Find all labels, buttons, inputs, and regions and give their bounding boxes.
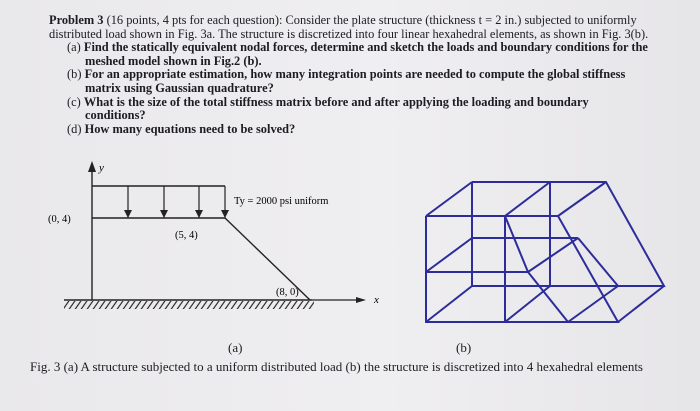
ground-hatching (64, 301, 314, 309)
point-8-0-label: (8, 0) (276, 287, 299, 298)
mesh-edge-tl (426, 182, 472, 216)
mesh-mid-top (505, 182, 550, 216)
problem-heading: Problem 3 (49, 13, 104, 27)
load-label: Ty = 2000 psi uniform (234, 196, 329, 207)
question-a (49, 41, 649, 68)
point-0-4-label: (0, 4) (48, 214, 71, 225)
problem-intro-text: (16 points, 4 pts for each question): Consider the plate structure (thickness t = 2 in.) subjected to uniformly distributed load shown in Fig. 3a. The structure is discretized into four linear hexahedral elements, as shown in Fig. 3(b). (49, 13, 649, 41)
question-b-marker: (b) (67, 67, 82, 82)
x-axis-label: x (374, 294, 379, 306)
figure-caption: Fig. 3 (a) A structure subjected to a uniform distributed load (b) the structure is discretized into 4 hexahedral elements (30, 359, 643, 374)
question-c-text: What is the size of the total stiffness matrix before and after applying the loading and boundary conditions? (83, 94, 589, 123)
question-d (49, 123, 649, 137)
problem-intro (49, 14, 649, 41)
load-arrowhead-1 (124, 210, 132, 218)
point-5-4-label: (5, 4) (175, 230, 198, 241)
mesh-edge-br (618, 286, 664, 322)
mesh-inner-slant-front (528, 272, 568, 322)
y-axis-arrow (88, 161, 96, 172)
question-a-text: Find the statically equivalent nodal forces, determine and sketch the loads and boundary conditions for the meshed model shown in Fig.2 (b). (83, 40, 648, 68)
mesh-edge-bl (426, 286, 472, 322)
question-c-marker: (c) (67, 94, 81, 109)
mesh-inner-slant-bottom (568, 286, 618, 322)
question-a-marker: (a) (67, 40, 81, 55)
question-d-text: How many equations need to be solved? (84, 121, 296, 136)
y-axis-label: y (99, 162, 104, 174)
question-c (49, 96, 649, 123)
question-b (49, 68, 649, 95)
figure-b-sublabel: (b) (456, 340, 472, 355)
load-arrowhead-3 (195, 210, 203, 218)
mesh-inner-slant-top (505, 216, 528, 272)
load-arrowhead-4 (221, 210, 229, 218)
mesh-edge-tr (558, 182, 606, 216)
load-arrowhead-2 (160, 210, 168, 218)
question-d-marker: (d) (67, 121, 82, 136)
mesh-left-mid (426, 238, 472, 272)
question-b-text: For an appropriate estimation, how many integration points are needed to compute the global stiffness matrix using Gaussian quadrature? (84, 67, 626, 95)
figure-b-mesh (418, 176, 668, 326)
figure-a-diagram (42, 158, 392, 333)
mesh-inner-slant-link (528, 238, 578, 272)
figure-a-sublabel: (a) (228, 340, 243, 355)
problem-statement (49, 14, 649, 136)
x-axis-arrow (356, 297, 366, 303)
